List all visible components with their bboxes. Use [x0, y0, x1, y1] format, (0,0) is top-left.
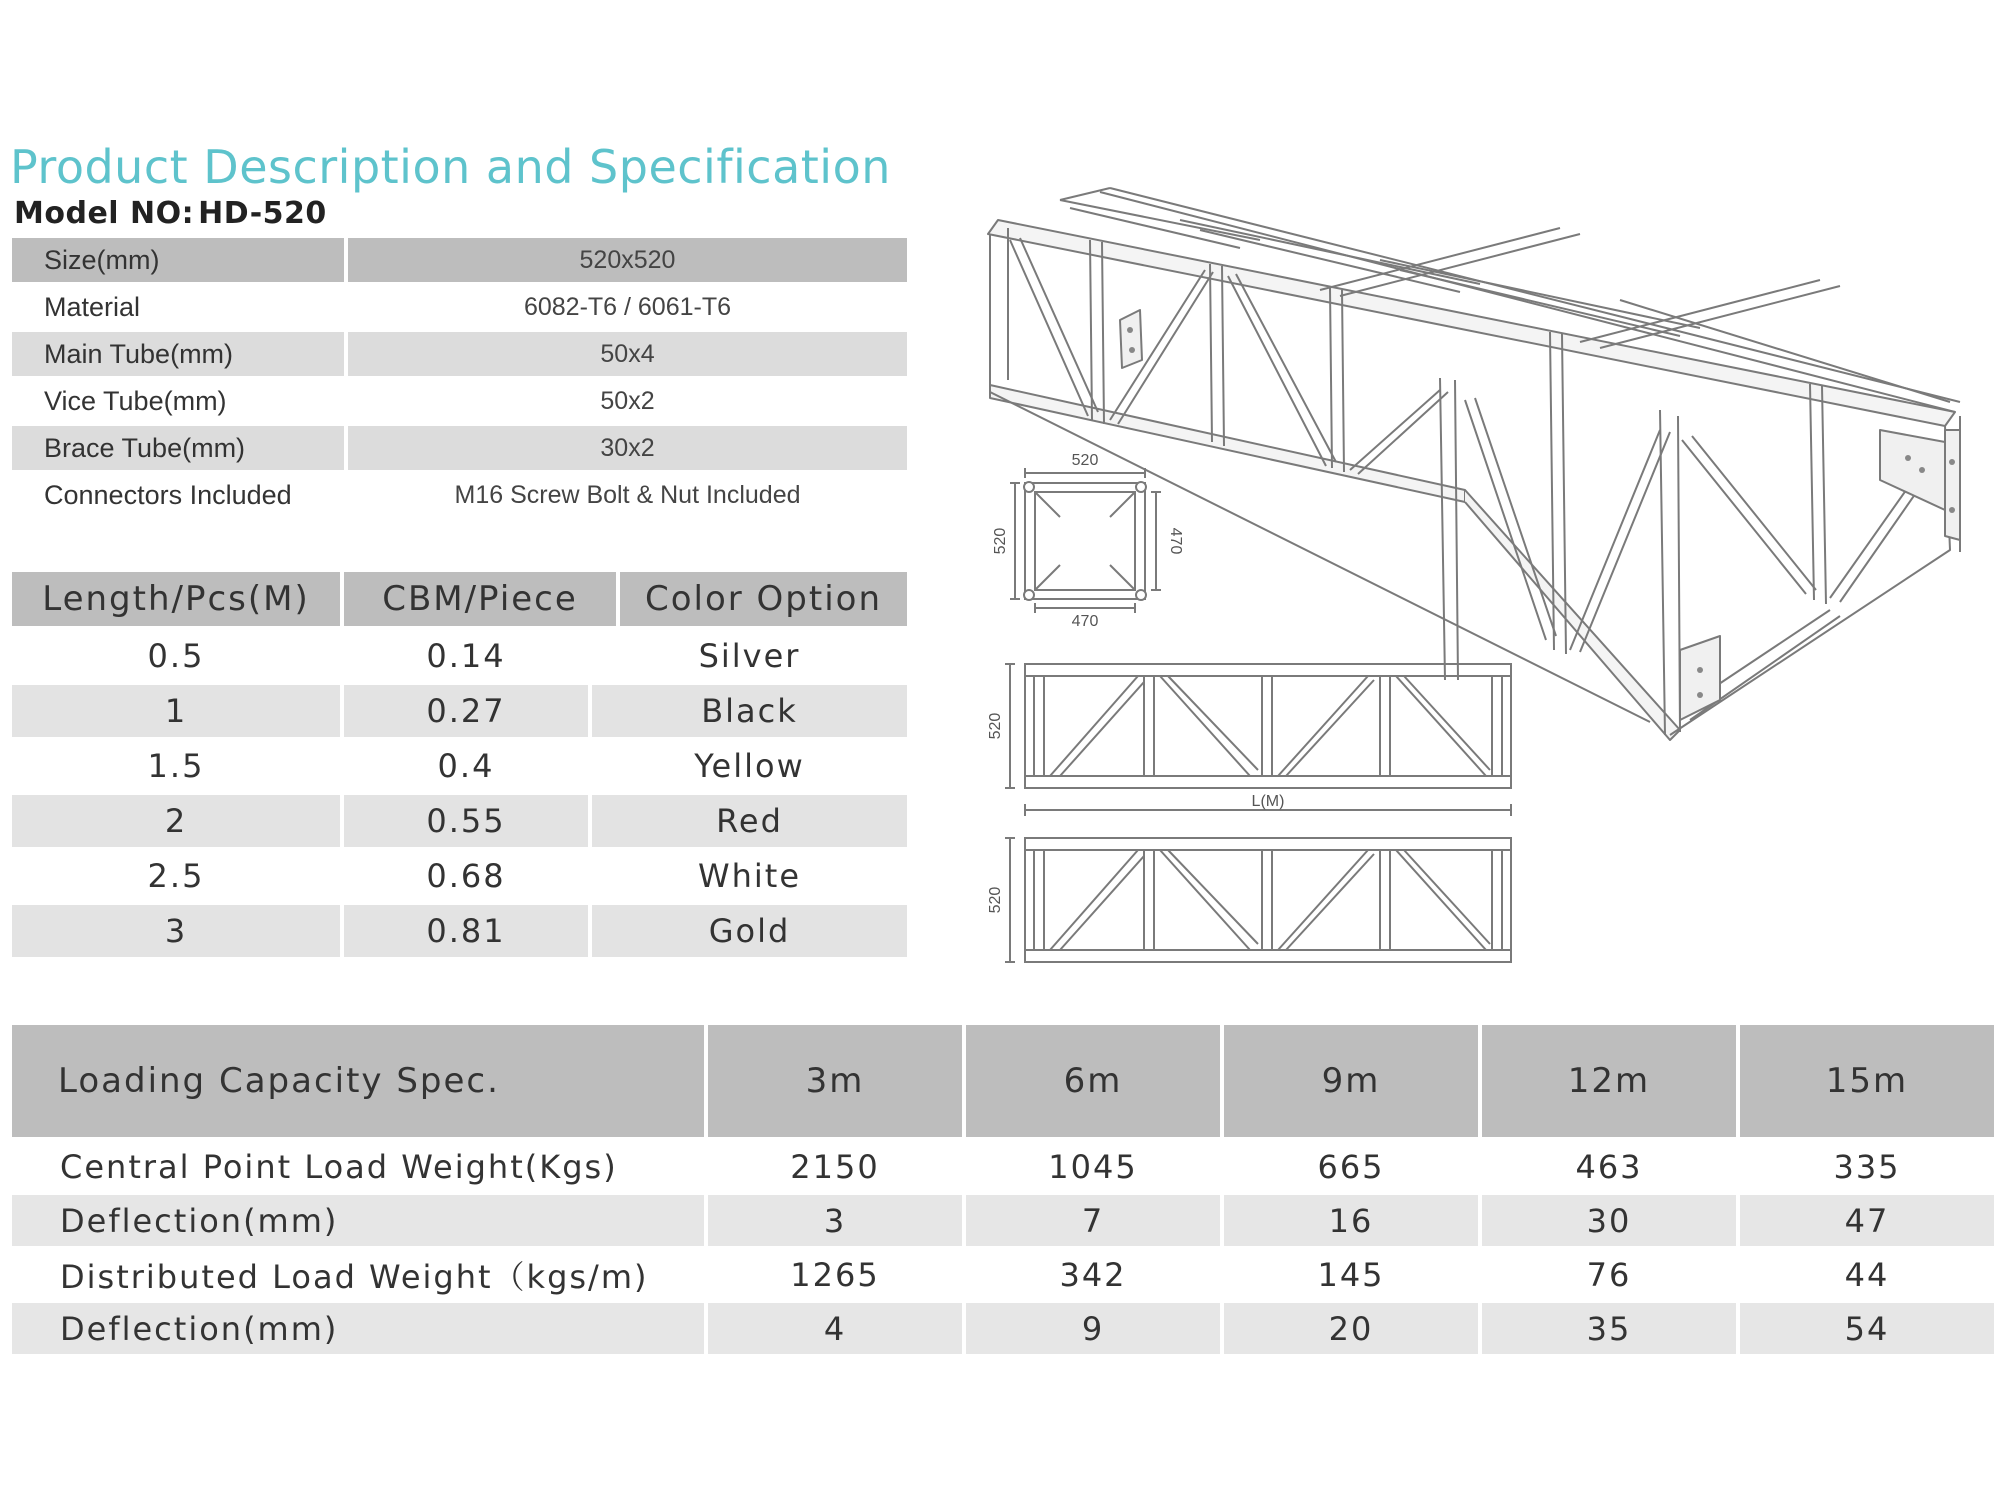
loading-capacity-table [12, 1025, 1994, 1357]
header-spec: Loading Capacity Spec. [12, 1025, 704, 1137]
spec-value: M16 Screw Bolt & Nut Included [454, 480, 801, 509]
cbm-cell: 0.68 [426, 857, 506, 895]
color-cell: Black [592, 685, 907, 737]
spec-label: Material [44, 291, 141, 322]
value-cell: 335 [1833, 1147, 1901, 1186]
value-cell: 145 [1317, 1255, 1385, 1294]
cbm-cell: 0.81 [344, 905, 588, 957]
value-cell: 16 [1224, 1195, 1478, 1246]
table-row [12, 1249, 1994, 1300]
model-number [14, 196, 327, 231]
color-cell: Silver [698, 637, 801, 675]
model-label: Model NO [14, 196, 182, 231]
length-table-header [12, 572, 907, 626]
header-color: Color Option [620, 572, 907, 626]
row-label: Deflection(mm) [12, 1195, 704, 1246]
header-length: Length/Pcs(M) [12, 572, 340, 626]
header-15m: 15m [1740, 1025, 1994, 1137]
value-cell: 76 [1586, 1255, 1632, 1294]
table-row [12, 740, 907, 792]
value-cell: 44 [1844, 1255, 1890, 1294]
value-cell: 463 [1575, 1147, 1643, 1186]
header-12m: 12m [1482, 1025, 1736, 1137]
spec-row-brace-tube [12, 426, 907, 470]
color-cell: White [697, 857, 802, 895]
color-cell: Gold [592, 905, 907, 957]
table-row [12, 630, 907, 682]
length-table [12, 572, 907, 960]
value-cell: 3 [708, 1195, 962, 1246]
spec-row-main-tube [12, 332, 907, 376]
side-elevation-2 [1005, 838, 1511, 962]
spec-value: 50x4 [348, 332, 907, 376]
length-cell: 0.5 [147, 637, 205, 675]
table-row [12, 850, 907, 902]
row-label: Central Point Load Weight(Kgs) [60, 1147, 618, 1186]
table-row [12, 795, 907, 847]
spec-value: 50x2 [600, 386, 655, 415]
value-cell: 20 [1224, 1303, 1478, 1354]
dim-top-width: 520 [1071, 452, 1099, 469]
page-title: Product Description and Specification [10, 140, 891, 194]
value-cell: 47 [1740, 1195, 1994, 1246]
value-cell: 1045 [1048, 1147, 1138, 1186]
value-cell: 665 [1317, 1147, 1385, 1186]
value-cell: 1265 [790, 1255, 880, 1294]
header-cbm: CBM/Piece [344, 572, 616, 626]
length-cell: 1 [12, 685, 340, 737]
cbm-cell: 0.4 [437, 747, 495, 785]
value-cell: 7 [966, 1195, 1220, 1246]
model-separator: : [181, 196, 195, 231]
spec-value: 520x520 [348, 238, 907, 282]
model-value: HD-520 [198, 196, 327, 231]
spec-label: Main Tube(mm) [12, 332, 344, 376]
dim-left-height: 520 [992, 527, 1009, 555]
spec-label: Vice Tube(mm) [44, 385, 227, 416]
table-row [12, 1303, 1994, 1354]
dim-length: L(M) [1251, 793, 1285, 810]
row-label: Distributed Load Weight（kgs/m) [60, 1257, 649, 1296]
spec-row-connectors [12, 473, 907, 517]
spec-row-vice-tube [12, 379, 907, 423]
length-cell: 3 [12, 905, 340, 957]
value-cell: 9 [966, 1303, 1220, 1354]
value-cell: 35 [1482, 1303, 1736, 1354]
cbm-cell: 0.55 [344, 795, 588, 847]
value-cell: 30 [1482, 1195, 1736, 1246]
header-6m: 6m [966, 1025, 1220, 1137]
spec-row-size [12, 238, 907, 282]
spec-label: Brace Tube(mm) [12, 426, 344, 470]
spec-label: Connectors Included [44, 479, 292, 510]
value-cell: 4 [708, 1303, 962, 1354]
table-row [12, 1141, 1994, 1192]
table-row [12, 685, 907, 737]
table-row [12, 1195, 1994, 1246]
spec-label: Size(mm) [12, 238, 344, 282]
dim-side-height-1: 520 [987, 712, 1004, 740]
row-label: Deflection(mm) [12, 1303, 704, 1354]
value-cell: 342 [1059, 1255, 1127, 1294]
spec-table [12, 238, 907, 520]
cbm-cell: 0.14 [426, 637, 506, 675]
color-cell: Yellow [694, 747, 805, 785]
cbm-cell: 0.27 [344, 685, 588, 737]
spec-row-material [12, 285, 907, 329]
length-cell: 2 [12, 795, 340, 847]
length-cell: 1.5 [147, 747, 205, 785]
color-cell: Red [592, 795, 907, 847]
dim-inner-height: 470 [1167, 527, 1184, 555]
spec-value: 6082-T6 / 6061-T6 [523, 292, 732, 321]
header-3m: 3m [708, 1025, 962, 1137]
truss-3d-illustration [988, 188, 1960, 740]
truss-drawing [960, 180, 1980, 980]
table-row [12, 905, 907, 957]
length-cell: 2.5 [147, 857, 205, 895]
dim-side-height-2: 520 [987, 886, 1004, 914]
spec-value: 30x2 [348, 426, 907, 470]
value-cell: 54 [1740, 1303, 1994, 1354]
cross-section-drawing [1010, 468, 1161, 613]
value-cell: 2150 [790, 1147, 880, 1186]
header-9m: 9m [1224, 1025, 1478, 1137]
loading-table-header [12, 1025, 1994, 1137]
dim-bottom-width: 470 [1071, 613, 1099, 630]
